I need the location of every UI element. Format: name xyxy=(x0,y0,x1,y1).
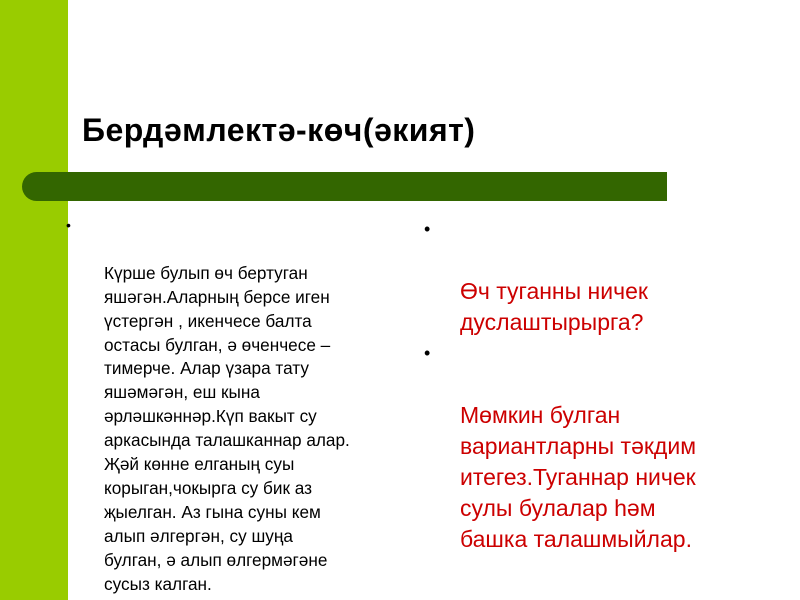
bullet-icon: • xyxy=(424,219,431,239)
title-underline-bar xyxy=(22,172,667,201)
questions-list xyxy=(420,214,780,555)
question-item xyxy=(420,214,780,338)
question-text: Мөмкин булган вариантларны тәкдим итегез.Туганнар ничек сулы булалар һәм башка талашмыйлар. xyxy=(460,402,697,552)
question-text: Өч туганны ничек дуслаштырырга? xyxy=(460,278,648,335)
story-paragraph xyxy=(66,214,406,597)
decorative-green-block xyxy=(0,0,68,600)
story-list xyxy=(66,214,406,597)
slide-title: Бердәмлектә-көч(әкият) xyxy=(82,112,476,148)
bullet-icon: • xyxy=(66,217,71,233)
bullet-icon: • xyxy=(424,343,431,363)
question-item xyxy=(420,338,780,555)
story-text: Күрше булып өч бертуган яшәгән.Аларның берсе иген үстергән , икенчесе балта остасы булган, ә өченчесе – тимерче. Алар үзара тату яшәмәгән, еш кына әрләшкәннәр.Күп вакыт су аркасында талашканнар алар. Җәй көнне елганың суы корыган,чокырга су бик аз җыелган. Аз гына суны кем алып әлгергән, су шуңа булган, ә алып өлгермәгәне сусыз калган. xyxy=(104,262,350,594)
